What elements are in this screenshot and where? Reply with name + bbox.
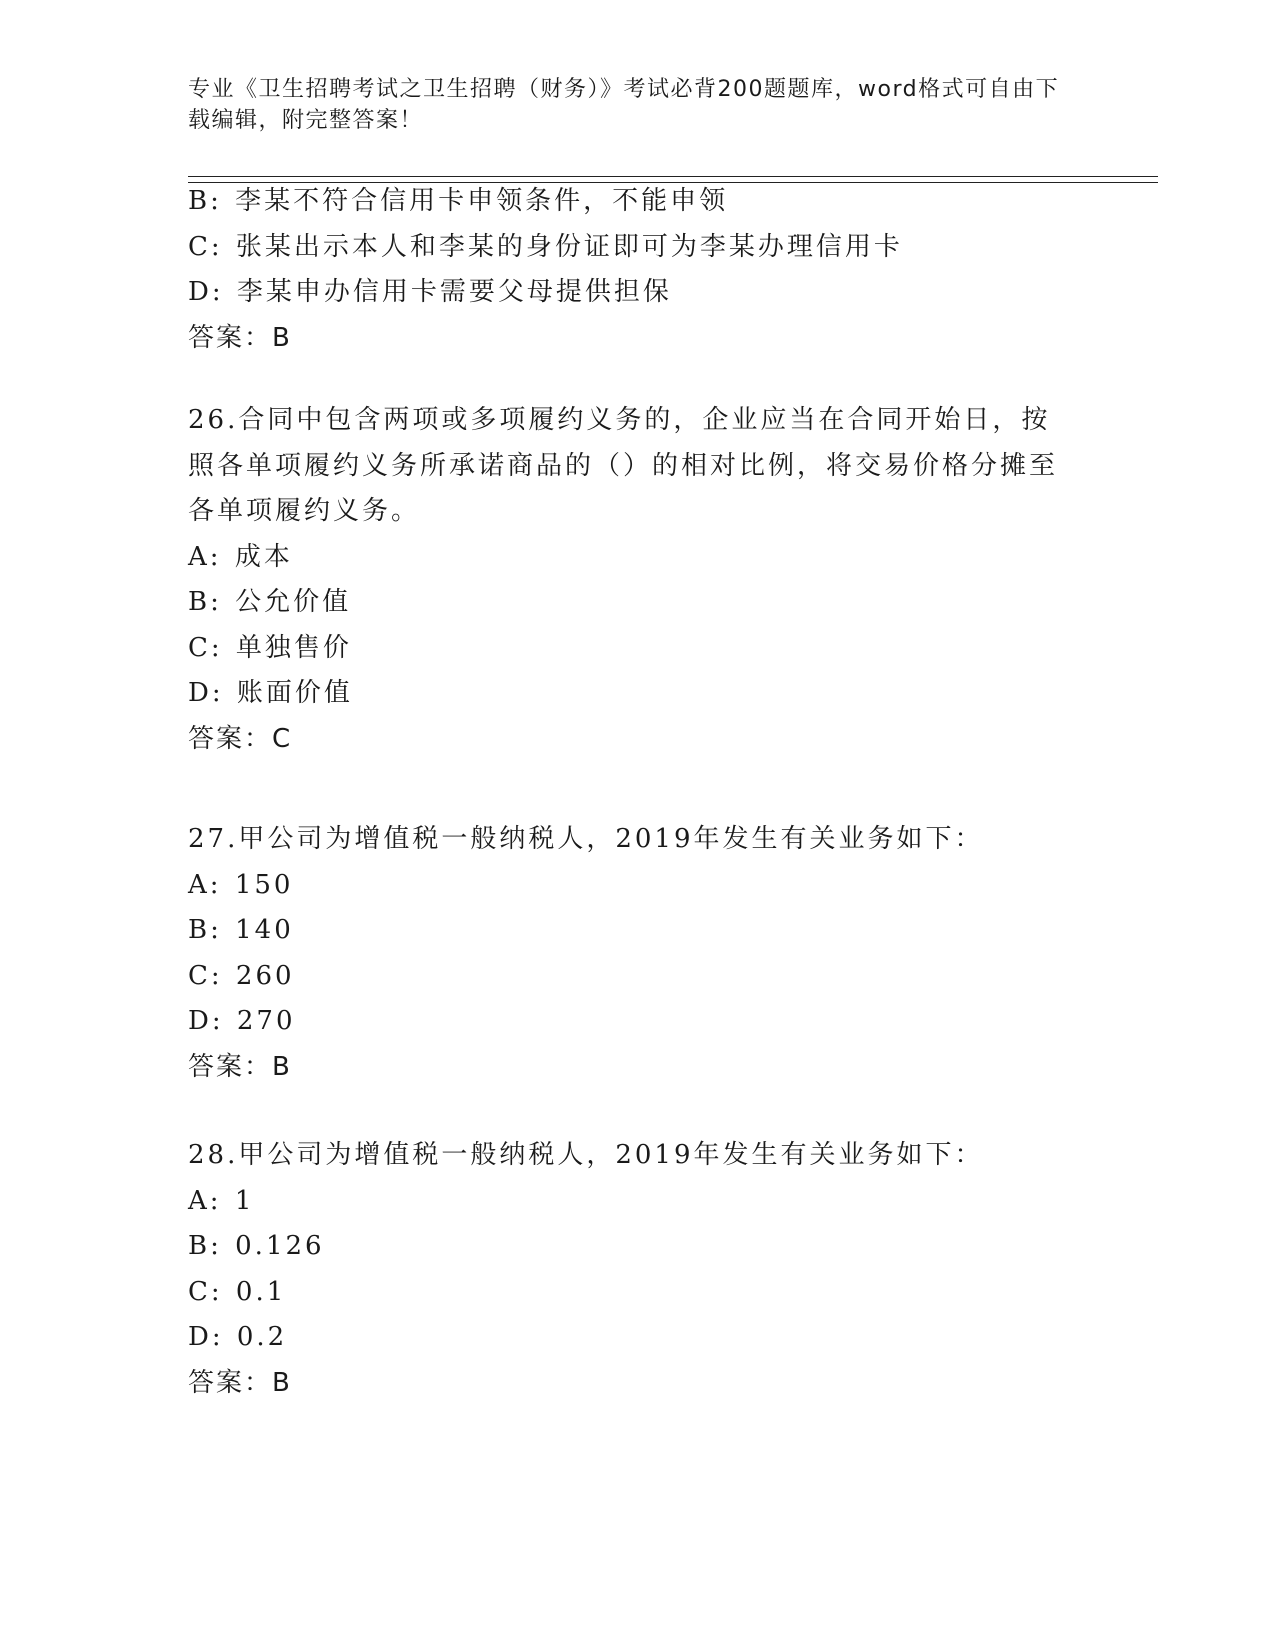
option-d bbox=[188, 999, 1088, 1045]
option-letter: B: bbox=[188, 915, 222, 945]
option-c bbox=[188, 626, 1088, 672]
option-b bbox=[188, 1224, 1088, 1270]
option-d bbox=[188, 671, 1088, 717]
option-letter: D: bbox=[188, 678, 224, 708]
option-text: 李某申办信用卡需要父母提供担保 bbox=[236, 277, 672, 307]
option-letter: A: bbox=[188, 1185, 222, 1216]
option-text: 成本 bbox=[234, 541, 293, 572]
option-text: 李某不符合信用卡申领条件，不能申领 bbox=[235, 186, 729, 216]
option-letter: D: bbox=[188, 277, 224, 307]
question-28 bbox=[188, 1133, 1088, 1406]
answer: 答案：B bbox=[188, 1367, 292, 1398]
question-25-continued bbox=[188, 179, 1088, 361]
option-text: 0.1 bbox=[235, 1276, 287, 1307]
option-letter: B: bbox=[188, 1231, 222, 1261]
option-text: 张某出示本人和李某的身份证即可为李某办理信用卡 bbox=[235, 231, 903, 262]
option-letter: C: bbox=[188, 960, 223, 991]
answer: 答案：B bbox=[188, 322, 292, 353]
answer: 答案：B bbox=[188, 1051, 292, 1082]
option-letter: A: bbox=[188, 869, 222, 900]
option-text: 单独售价 bbox=[235, 632, 352, 663]
header-divider-top bbox=[188, 176, 1158, 177]
option-a bbox=[188, 863, 1088, 909]
option-letter: D: bbox=[188, 1006, 224, 1036]
option-d bbox=[188, 1315, 1088, 1361]
option-a bbox=[188, 535, 1088, 581]
answer: 答案：C bbox=[188, 723, 293, 754]
question-text: 28.甲公司为增值税一般纳税人，2019年发生有关业务如下： bbox=[188, 1140, 984, 1170]
option-letter: A: bbox=[188, 541, 222, 572]
option-text: 0.2 bbox=[236, 1322, 288, 1352]
option-c bbox=[188, 225, 1088, 271]
question-text: 27.甲公司为增值税一般纳税人，2019年发生有关业务如下： bbox=[188, 824, 984, 854]
option-c bbox=[188, 1270, 1088, 1316]
option-letter: C: bbox=[188, 632, 223, 663]
option-d bbox=[188, 270, 1088, 316]
option-b bbox=[188, 908, 1088, 954]
option-a bbox=[188, 1179, 1088, 1225]
option-text: 150 bbox=[234, 869, 294, 900]
option-text: 账面价值 bbox=[236, 678, 353, 708]
option-text: 140 bbox=[235, 915, 294, 945]
option-text: 270 bbox=[236, 1006, 296, 1036]
option-letter: B: bbox=[188, 186, 222, 216]
option-b bbox=[188, 580, 1088, 626]
option-letter: C: bbox=[188, 231, 223, 262]
option-letter: D: bbox=[188, 1322, 224, 1352]
option-text: 1 bbox=[234, 1185, 255, 1216]
question-26 bbox=[188, 398, 1088, 762]
option-letter: C: bbox=[188, 1276, 223, 1307]
document-header: 专业《卫生招聘考试之卫生招聘（财务）》考试必背200题题库，word格式可自由下载编辑，附完整答案！ bbox=[188, 77, 1060, 133]
option-c bbox=[188, 954, 1088, 1000]
option-text: 0.126 bbox=[235, 1231, 325, 1261]
option-text: 260 bbox=[235, 960, 295, 991]
option-b bbox=[188, 179, 1088, 225]
option-text: 公允价值 bbox=[235, 587, 352, 617]
question-text: 26.合同中包含两项或多项履约义务的，企业应当在合同开始日，按照各单项履约义务所承诺商品的（）的相对比例，将交易价格分摊至各单项履约义务。 bbox=[188, 405, 1059, 526]
option-letter: B: bbox=[188, 587, 222, 617]
question-27 bbox=[188, 817, 1088, 1090]
